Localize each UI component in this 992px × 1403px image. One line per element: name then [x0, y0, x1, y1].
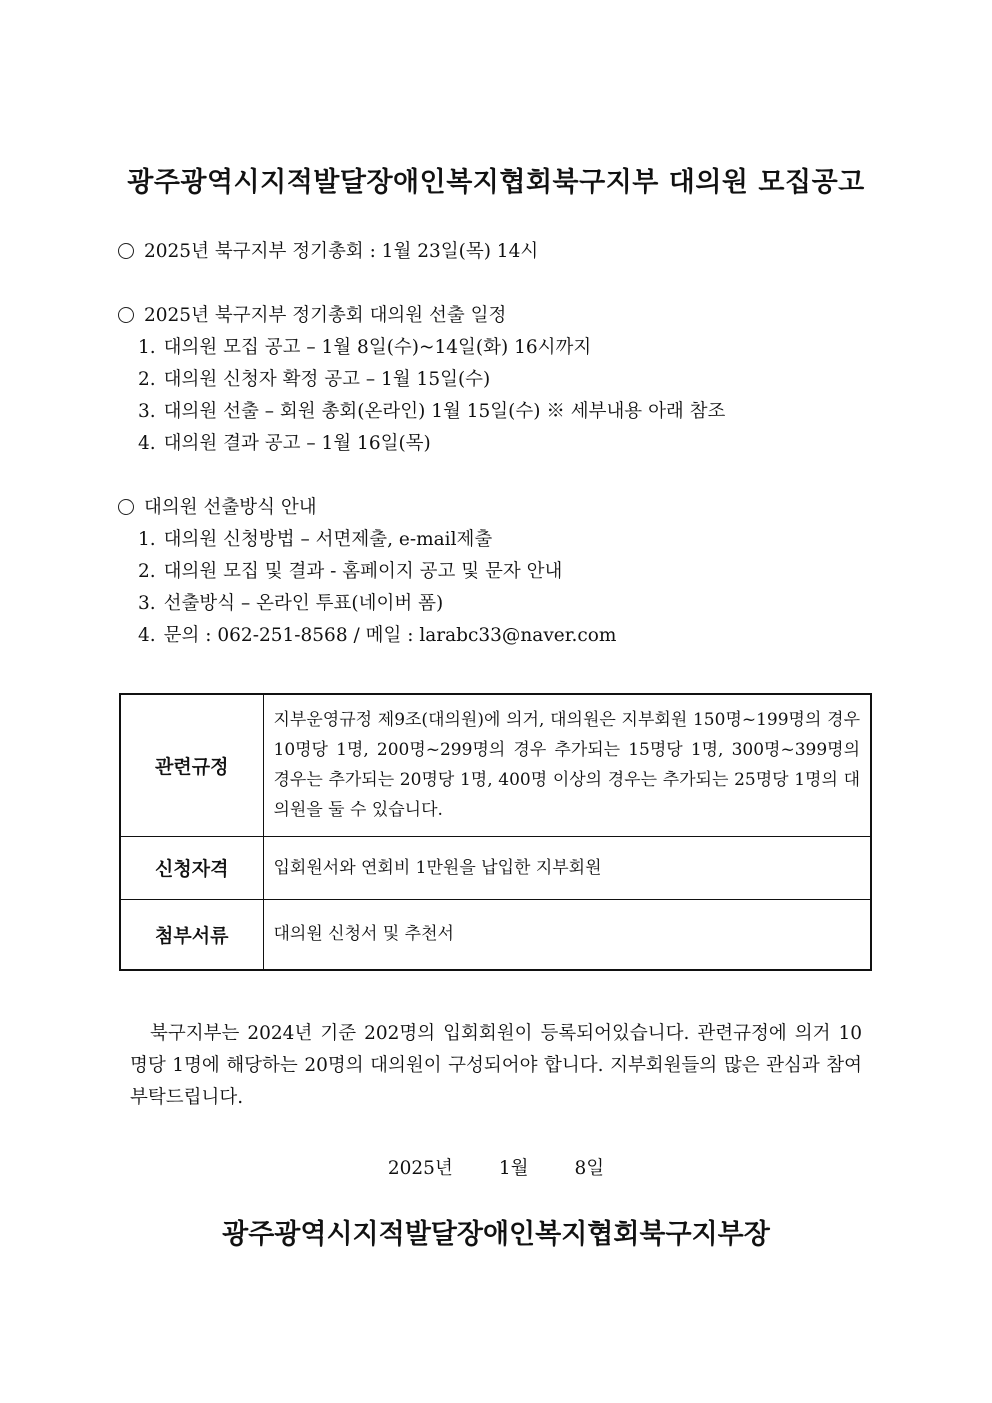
list-item	[138, 396, 878, 428]
item-number: 4.	[138, 625, 156, 646]
list-item	[138, 364, 878, 396]
item-number: 4.	[138, 433, 156, 454]
row-label: 관련규정	[120, 694, 263, 836]
item-text: 대의원 모집 공고 – 1월 8일(수)~14일(화) 16시까지	[163, 337, 592, 358]
method-heading-text: 대의원 선출방식 안내	[144, 497, 317, 518]
item-text: 대의원 결과 공고 – 1월 16일(목)	[163, 433, 431, 454]
schedule-heading-text: 2025년 북구지부 정기총회 대의원 선출 일정	[144, 305, 507, 326]
item-text: 문의 : 062-251-8568 / 메일 : larabc33@naver.com	[163, 625, 617, 646]
closing-paragraph: 북구지부는 2024년 기준 202명의 입회회원이 등록되어있습니다. 관련규정에 의거 10명당 1명에 해당하는 20명의 대의원이 구성되어야 합니다. 지부회원들의 많은 관심과 참여 부탁드립니다.	[130, 1023, 862, 1108]
meeting-section	[118, 236, 878, 268]
table-row	[120, 899, 871, 970]
date-year: 2025년	[387, 1158, 453, 1179]
item-number: 2.	[138, 561, 156, 582]
item-text: 대의원 신청방법 – 서면제출, e-mail제출	[163, 529, 493, 550]
page-title: 광주광역시지적발달장애인복지협회북구지부 대의원 모집공고	[127, 167, 865, 198]
method-list	[118, 524, 878, 652]
signature-line: 광주광역시지적발달장애인복지협회북구지부장	[222, 1219, 770, 1250]
schedule-list	[118, 332, 878, 460]
circle-bullet-icon	[118, 499, 134, 515]
item-number: 2.	[138, 369, 156, 390]
item-number: 3.	[138, 401, 156, 422]
issue-date	[0, 1154, 992, 1180]
list-item	[138, 620, 878, 652]
circle-bullet-icon	[118, 243, 134, 259]
item-text: 선출방식 – 온라인 투표(네이버 폼)	[163, 593, 444, 614]
item-text: 대의원 신청자 확정 공고 – 1월 15일(수)	[163, 369, 491, 390]
item-number: 3.	[138, 593, 156, 614]
schedule-heading	[118, 300, 878, 332]
method-section	[118, 492, 878, 652]
method-heading	[118, 492, 878, 524]
item-text: 대의원 모집 및 결과 - 홈페이지 공고 및 문자 안내	[163, 561, 563, 582]
item-number: 1.	[138, 529, 156, 550]
list-item	[138, 588, 878, 620]
schedule-section	[118, 300, 878, 460]
list-item	[138, 524, 878, 556]
list-item	[138, 332, 878, 364]
row-value: 입회원서와 연회비 1만원을 납입한 지부회원	[263, 836, 871, 899]
date-month: 1월	[498, 1158, 529, 1179]
list-item	[138, 428, 878, 460]
list-item	[138, 556, 878, 588]
circle-bullet-icon	[118, 307, 134, 323]
row-value: 지부운영규정 제9조(대의원)에 의거, 대의원은 지부회원 150명~199명의 경우 10명당 1명, 200명~299명의 경우 추가되는 15명당 1명, 300명~399명의 경우는 추가되는 20명당 1명, 400명 이상의 경우는 추가되는 25명당 1명의 대의원을 둘 수 있습니다.	[263, 694, 871, 836]
row-label: 첨부서류	[120, 899, 263, 970]
item-text: 대의원 선출 – 회원 총회(온라인) 1월 15일(수) ※ 세부내용 아래 참조	[163, 401, 726, 422]
requirements-table	[119, 693, 872, 971]
row-value: 대의원 신청서 및 추천서	[263, 899, 871, 970]
date-day: 8일	[574, 1158, 605, 1179]
meeting-heading	[118, 236, 878, 268]
table-row	[120, 694, 871, 836]
meeting-text: 2025년 북구지부 정기총회 : 1월 23일(목) 14시	[144, 241, 539, 262]
item-number: 1.	[138, 337, 156, 358]
table-row	[120, 836, 871, 899]
row-label: 신청자격	[120, 836, 263, 899]
